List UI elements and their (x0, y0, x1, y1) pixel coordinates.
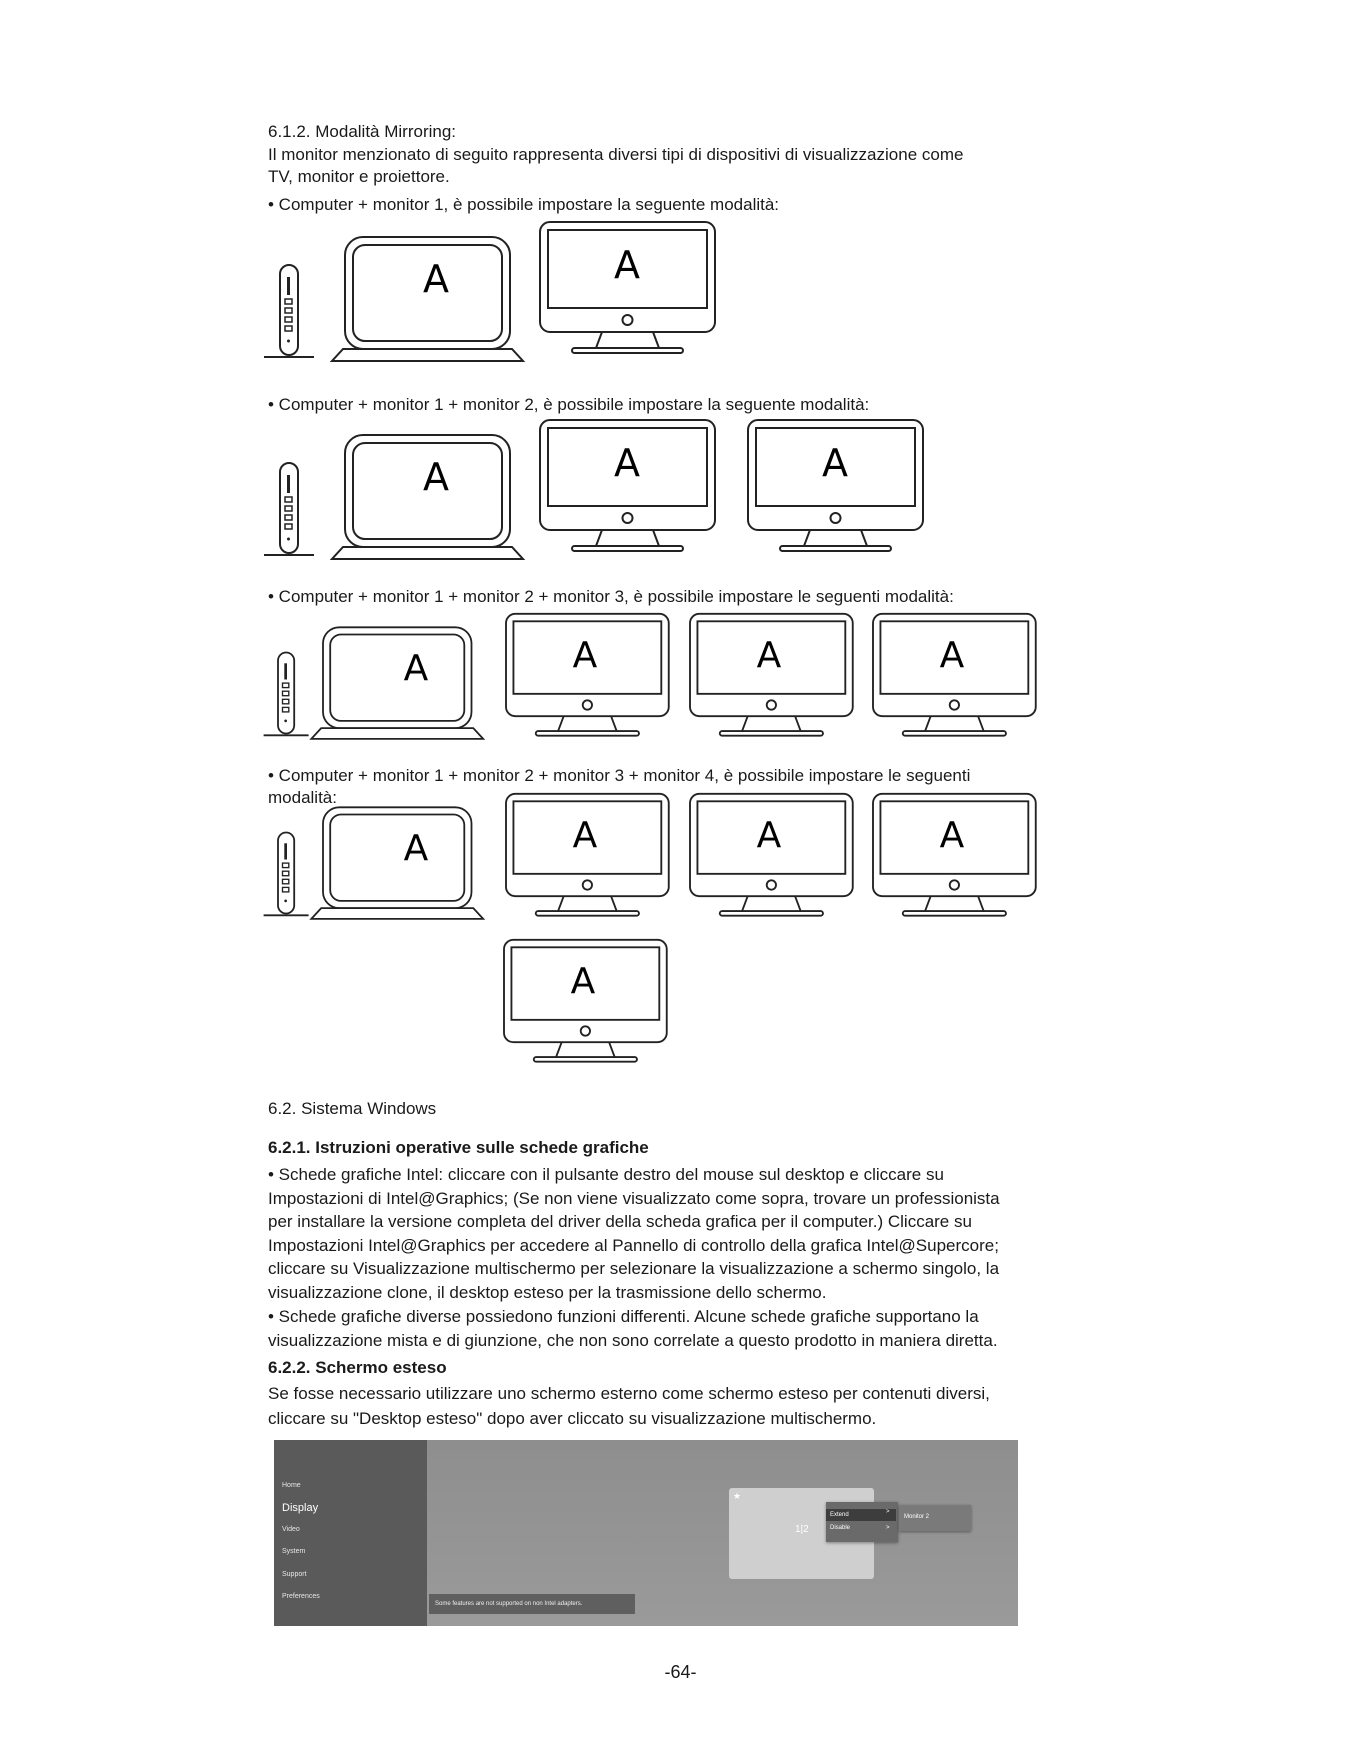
monitor-icon (540, 222, 715, 353)
display-card-label: 1|2 (795, 1524, 809, 1535)
sidebar-item: Support (282, 1571, 307, 1578)
paragraph-line: Impostazioni Intel@Graphics per accedere al Pannello di controllo della grafica Intel@Supercore; (268, 1236, 999, 1255)
figure-row-3 (260, 612, 1050, 752)
paragraph-line: cliccare su Visualizzazione multischermo per selezionare la visualizzazione a schermo singolo, la (268, 1259, 1000, 1278)
intro-line: Il monitor menzionato di seguito rappresenta diversi tipi di dispositivi di visualizzazione come (268, 145, 964, 164)
chevron-right-icon: > (886, 1525, 890, 1531)
page-number: -64- (664, 1662, 697, 1682)
graphics-settings-screenshot (274, 1440, 1018, 1626)
subsection-title: 6.2.2. Schermo esteso (268, 1358, 447, 1377)
section-title: 6.1.2. Modalità Mirroring: (268, 122, 457, 141)
hub-icon (264, 265, 314, 357)
menu-item-extend: Extend (826, 1509, 896, 1521)
bullet-text: • Computer + monitor 1 + monitor 2, è possibile impostare la seguente modalità: (268, 395, 870, 414)
screen-letter: A (939, 815, 965, 856)
screen-letter: A (570, 961, 596, 1002)
subsection-title: 6.2.1. Istruzioni operative sulle schede grafiche (268, 1138, 649, 1157)
figure-row-4 (260, 792, 1050, 932)
paragraph-line: visualizzazione mista e di giunzione, che non sono correlate a questo prodotto in maniera diretta. (268, 1331, 998, 1350)
paragraph-line: Impostazioni di Intel@Graphics; (Se non viene visualizzato come sopra, trovare un professionista (268, 1189, 1000, 1208)
screen-letter: A (403, 648, 429, 689)
screen-letter: A (572, 635, 598, 676)
screen-letter: A (572, 815, 598, 856)
context-menu (826, 1502, 898, 1542)
figure-row-4-extra (500, 938, 680, 1073)
screen-letter: A (423, 257, 449, 301)
menu-item-disable: Disable (830, 1525, 851, 1531)
star-icon: ★ (733, 1491, 742, 1501)
bullet-text: • Computer + monitor 1, è possibile impostare la seguente modalità: (268, 195, 780, 214)
bullet-text: modalità: (268, 788, 337, 807)
submenu (899, 1505, 971, 1531)
paragraph-line: Se fosse necessario utilizzare uno schermo esterno come schermo esteso per contenuti diversi, (268, 1384, 990, 1403)
sidebar-item: Home (282, 1482, 301, 1489)
sidebar-item: Preferences (282, 1593, 320, 1600)
bullet-text: • Computer + monitor 1 + monitor 2 + monitor 3, è possibile impostare le seguenti modalità: (268, 587, 954, 606)
paragraph-line: • Schede grafiche Intel: cliccare con il pulsante destro del mouse sul desktop e cliccare su (268, 1165, 944, 1184)
paragraph-line: cliccare su "Desktop esteso" dopo aver cliccato su visualizzazione multischermo. (268, 1409, 877, 1428)
screen-letter: A (756, 815, 782, 856)
paragraph-line: visualizzazione clone, il desktop esteso per la trasmissione dello schermo. (268, 1283, 827, 1302)
screen-letter: A (756, 635, 782, 676)
intro-line: TV, monitor e proiettore. (268, 167, 450, 186)
figure-row-2 (260, 418, 940, 568)
sidebar-item-active: Display (282, 1502, 319, 1514)
sidebar-item: Video (282, 1526, 300, 1533)
section-title: 6.2. Sistema Windows (268, 1099, 437, 1118)
screen-letter: A (822, 441, 848, 485)
paragraph-line: • Schede grafiche diverse possiedono funzioni differenti. Alcune schede grafiche supportano la (268, 1307, 979, 1326)
paragraph-line: per installare la versione completa del driver della scheda grafica per il computer.) Cliccare su (268, 1212, 972, 1231)
chevron-right-icon: > (886, 1509, 890, 1515)
screen-letter: A (403, 828, 429, 869)
submenu-item-monitor2: Monitor 2 (904, 1514, 930, 1520)
screen-letter: A (423, 455, 449, 499)
screen-letter: A (939, 635, 965, 676)
screen-letter: A (614, 441, 640, 485)
warning-toast: Some features are not supported on non Intel adapters. (429, 1594, 635, 1614)
figure-row-1 (260, 220, 740, 370)
screen-letter: A (614, 243, 640, 287)
bullet-text: • Computer + monitor 1 + monitor 2 + monitor 3 + monitor 4, è possibile impostare le seguenti (268, 766, 971, 785)
sidebar-item: System (282, 1548, 306, 1555)
screenshot-sidebar (274, 1440, 427, 1626)
